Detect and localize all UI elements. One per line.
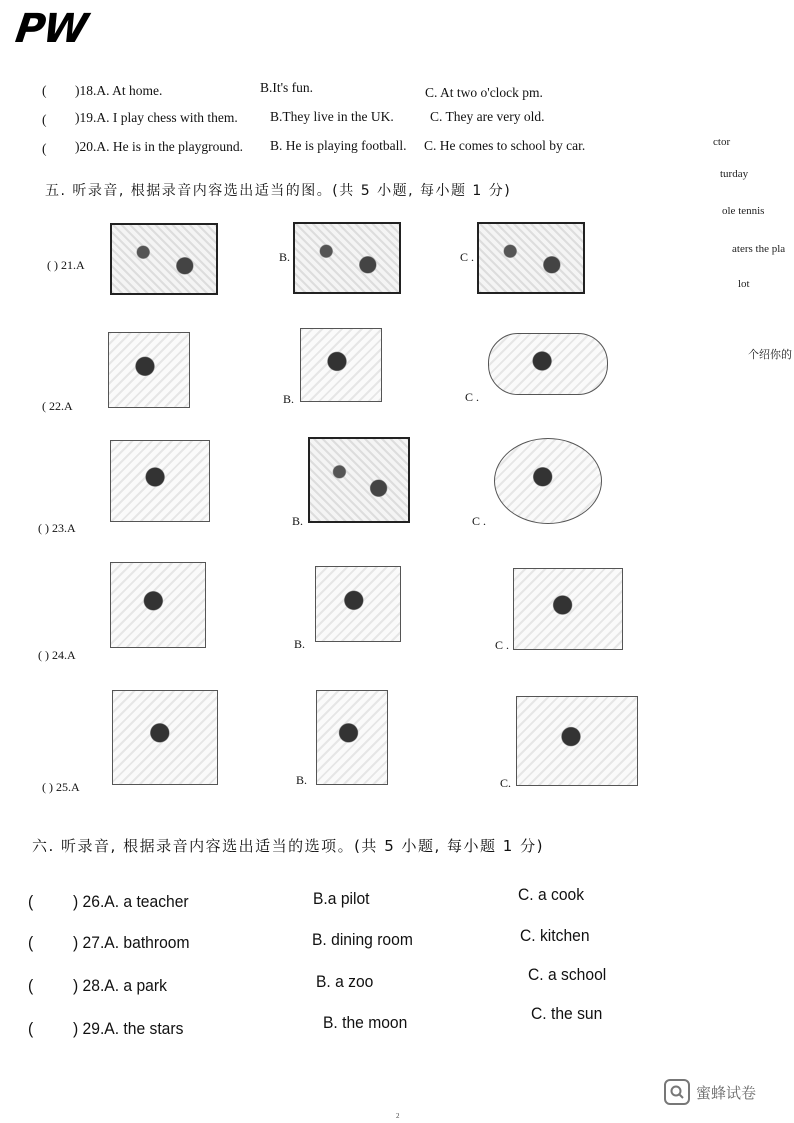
question-23-label: ( ) 23.A [38, 521, 76, 535]
question-27-c: C. kitchen [520, 926, 590, 945]
question-27-b: B. dining room [312, 930, 413, 949]
question-22-label: ( 22.A [42, 399, 73, 413]
question-22-b-label: B. [283, 392, 295, 406]
question-21-picture-b[interactable] [293, 222, 401, 294]
question-19-b: B.They live in the UK. [270, 109, 394, 124]
question-23-c-label: C . [472, 514, 487, 528]
question-29-b: B. the moon [323, 1013, 408, 1032]
question-23-picture-a[interactable] [110, 440, 210, 522]
publisher-logo: PW [12, 6, 89, 52]
question-24-label: ( ) 24.A [38, 648, 76, 662]
margin-note: 个绍你的 [748, 348, 792, 361]
question-28-a: ) 28.A. a park [73, 976, 167, 995]
question-21-c-label: C . [460, 250, 475, 264]
section-6-title: 六. 听录音, 根据录音内容选出适当的选项。(共 5 小题, 每小题 1 分) [32, 837, 544, 855]
question-23-b-label: B. [292, 514, 304, 528]
question-29-a: ) 29.A. the stars [73, 1019, 184, 1038]
question-22-c-label: C . [465, 390, 480, 404]
question-19-c: C. They are very old. [430, 109, 545, 124]
question-20-b: B. He is playing football. [270, 138, 407, 153]
watermark-text: 蜜蜂试卷 [696, 1083, 757, 1102]
question-22-picture-a[interactable] [108, 332, 190, 408]
question-21-b-label: B. [279, 250, 291, 264]
margin-note: lot [738, 278, 750, 290]
question-25-label: ( ) 25.A [42, 780, 80, 794]
margin-note: ole tennis [722, 205, 765, 217]
question-28-c: C. a school [528, 965, 607, 984]
paren: ( [28, 976, 34, 995]
page-number: 2 [396, 1112, 400, 1120]
paren: ( [28, 1019, 34, 1038]
watermark [664, 1079, 756, 1105]
margin-note: ctor [713, 136, 731, 148]
paren: ( [42, 112, 47, 127]
question-21-picture-a[interactable] [110, 223, 218, 295]
question-20-a: )20.A. He is in the playground. [75, 139, 243, 154]
question-25-c-label: C. [500, 776, 512, 790]
paren: ( [28, 933, 34, 952]
question-22-picture-c[interactable] [488, 333, 608, 395]
question-26-a: ) 26.A. a teacher [73, 892, 189, 911]
question-27-a: ) 27.A. bathroom [73, 933, 190, 952]
question-25-picture-a[interactable] [112, 690, 218, 785]
question-21-picture-c[interactable] [477, 222, 585, 294]
question-24-b-label: B. [294, 637, 306, 651]
section-5-title: 五. 听录音, 根据录音内容选出适当的图。(共 5 小题, 每小题 1 分) [45, 183, 512, 199]
question-18-b: B.It's fun. [260, 80, 314, 95]
question-25-picture-b[interactable] [316, 690, 388, 785]
question-18-c: C. At two o'clock pm. [425, 85, 543, 100]
question-25-picture-c[interactable] [516, 696, 638, 786]
paren: ( [42, 141, 47, 156]
search-icon [664, 1079, 690, 1105]
question-20-c: C. He comes to school by car. [424, 138, 586, 153]
question-24-c-label: C . [495, 638, 510, 652]
question-23-picture-b[interactable] [308, 437, 410, 523]
paren: ( [42, 83, 47, 98]
question-24-picture-c[interactable] [513, 568, 623, 650]
question-28-b: B. a zoo [316, 972, 374, 991]
question-19-a: )19.A. I play chess with them. [75, 110, 238, 125]
question-22-picture-b[interactable] [300, 328, 382, 402]
question-26-c: C. a cook [518, 885, 585, 904]
question-25-b-label: B. [296, 773, 308, 787]
question-21-label: ( ) 21.A [47, 258, 85, 272]
margin-note: aters the pla [732, 243, 786, 255]
question-24-picture-b[interactable] [315, 566, 401, 642]
question-23-picture-c[interactable] [494, 438, 602, 524]
question-26-b: B.a pilot [313, 889, 370, 908]
question-18-a: )18.A. At home. [75, 83, 163, 98]
margin-note: turday [720, 168, 749, 180]
paren: ( [28, 892, 34, 911]
question-29-c: C. the sun [531, 1004, 603, 1023]
question-24-picture-a[interactable] [110, 562, 206, 648]
